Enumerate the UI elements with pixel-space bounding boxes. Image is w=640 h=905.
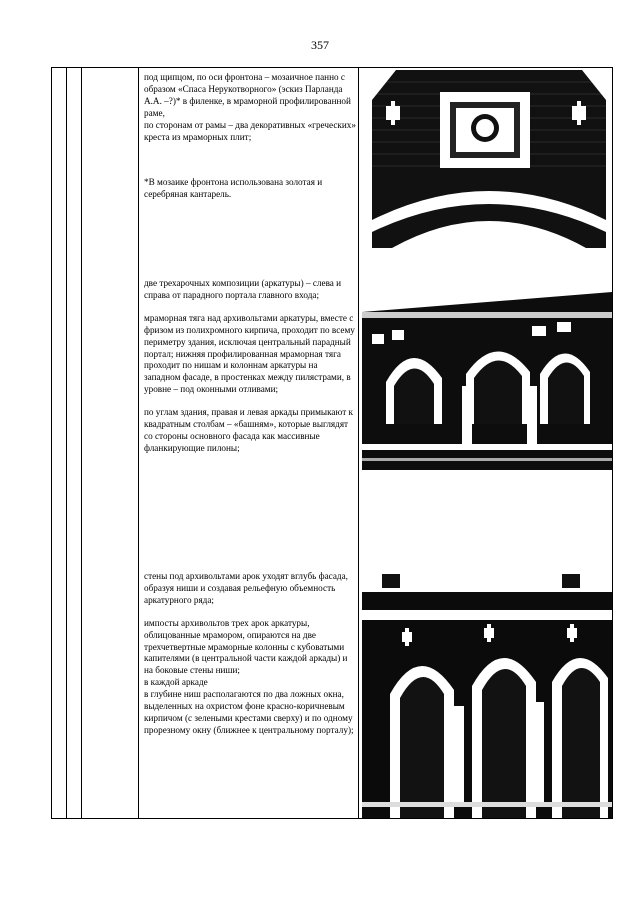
section-2-paragraph-3: по углам здания, правая и левая аркады примыкают к квадратным столбам – «башням», которые выглядят со стороны основного фасада как массивные фланкирующие пилоны;: [144, 407, 353, 453]
section-2-paragraph-1: две трехарочных композиции (аркатуры) – слева и справа от парадного портала главного входа;: [144, 278, 342, 300]
section-3-paragraph-4: в глубине ниш располагаются по два ложных окна, выделенных на охристом фоне красно-коричневым кирпичом (с зелеными крестами сверху) и по одному прорезному окну (ближнее к центральному порталу);: [144, 689, 354, 735]
section-1-paragraph-2: по сторонам от рамы – два декоративных «греческих» креста из мраморных плит;: [144, 119, 356, 142]
section-3-paragraph-2: импосты архивольтов трех арок аркатуры, облицованные мрамором, опираются на две трехчетвертные мраморные колонны с кубоватыми капителями (в центральной части каждой аркады) и на боковые стены ниши;: [144, 617, 348, 676]
page-number: 357: [311, 38, 329, 52]
arcade-photo-1: [362, 274, 612, 470]
column-divider-1: [66, 68, 67, 818]
arcade-photo-2: [362, 570, 612, 818]
section-3-text: [144, 571, 356, 737]
section-1-footnote: *В мозаике фронтона использована золотая и серебряная кантарель.: [144, 177, 323, 200]
section-2-paragraph-2: мраморная тяга над архивольтами аркатуры, вместе с фризом из полихромного кирпича, проходит по всему периметру здания, исключая центральный парадный портал; нижняя профилированная мраморная тяга проходит по нишам и колоннам аркатуры на западном фасаде, в простенках между пилястрами, в уровне – под оконными отливами;: [144, 312, 355, 395]
pediment-mosaic-photo: [372, 70, 606, 248]
column-divider-2: [81, 68, 82, 818]
section-3-paragraph-1: стены под архивольтами арок уходят вглубь фасада, образуя ниши и создавая рельефную объемность аркатурного ряда;: [144, 571, 348, 605]
section-1-text: [144, 72, 356, 201]
section-3-paragraph-3: в каждой аркаде: [144, 677, 208, 688]
section-2-text: [144, 278, 356, 455]
column-divider-4: [358, 68, 359, 818]
column-divider-3: [138, 68, 139, 818]
section-1-paragraph-1: под щипцом, по оси фронтона – мозаичное панно с образом «Спаса Нерукотворного» (эскиз Парланда А.А. –?)* в филенке, в мраморной профилированной раме,: [144, 72, 351, 118]
